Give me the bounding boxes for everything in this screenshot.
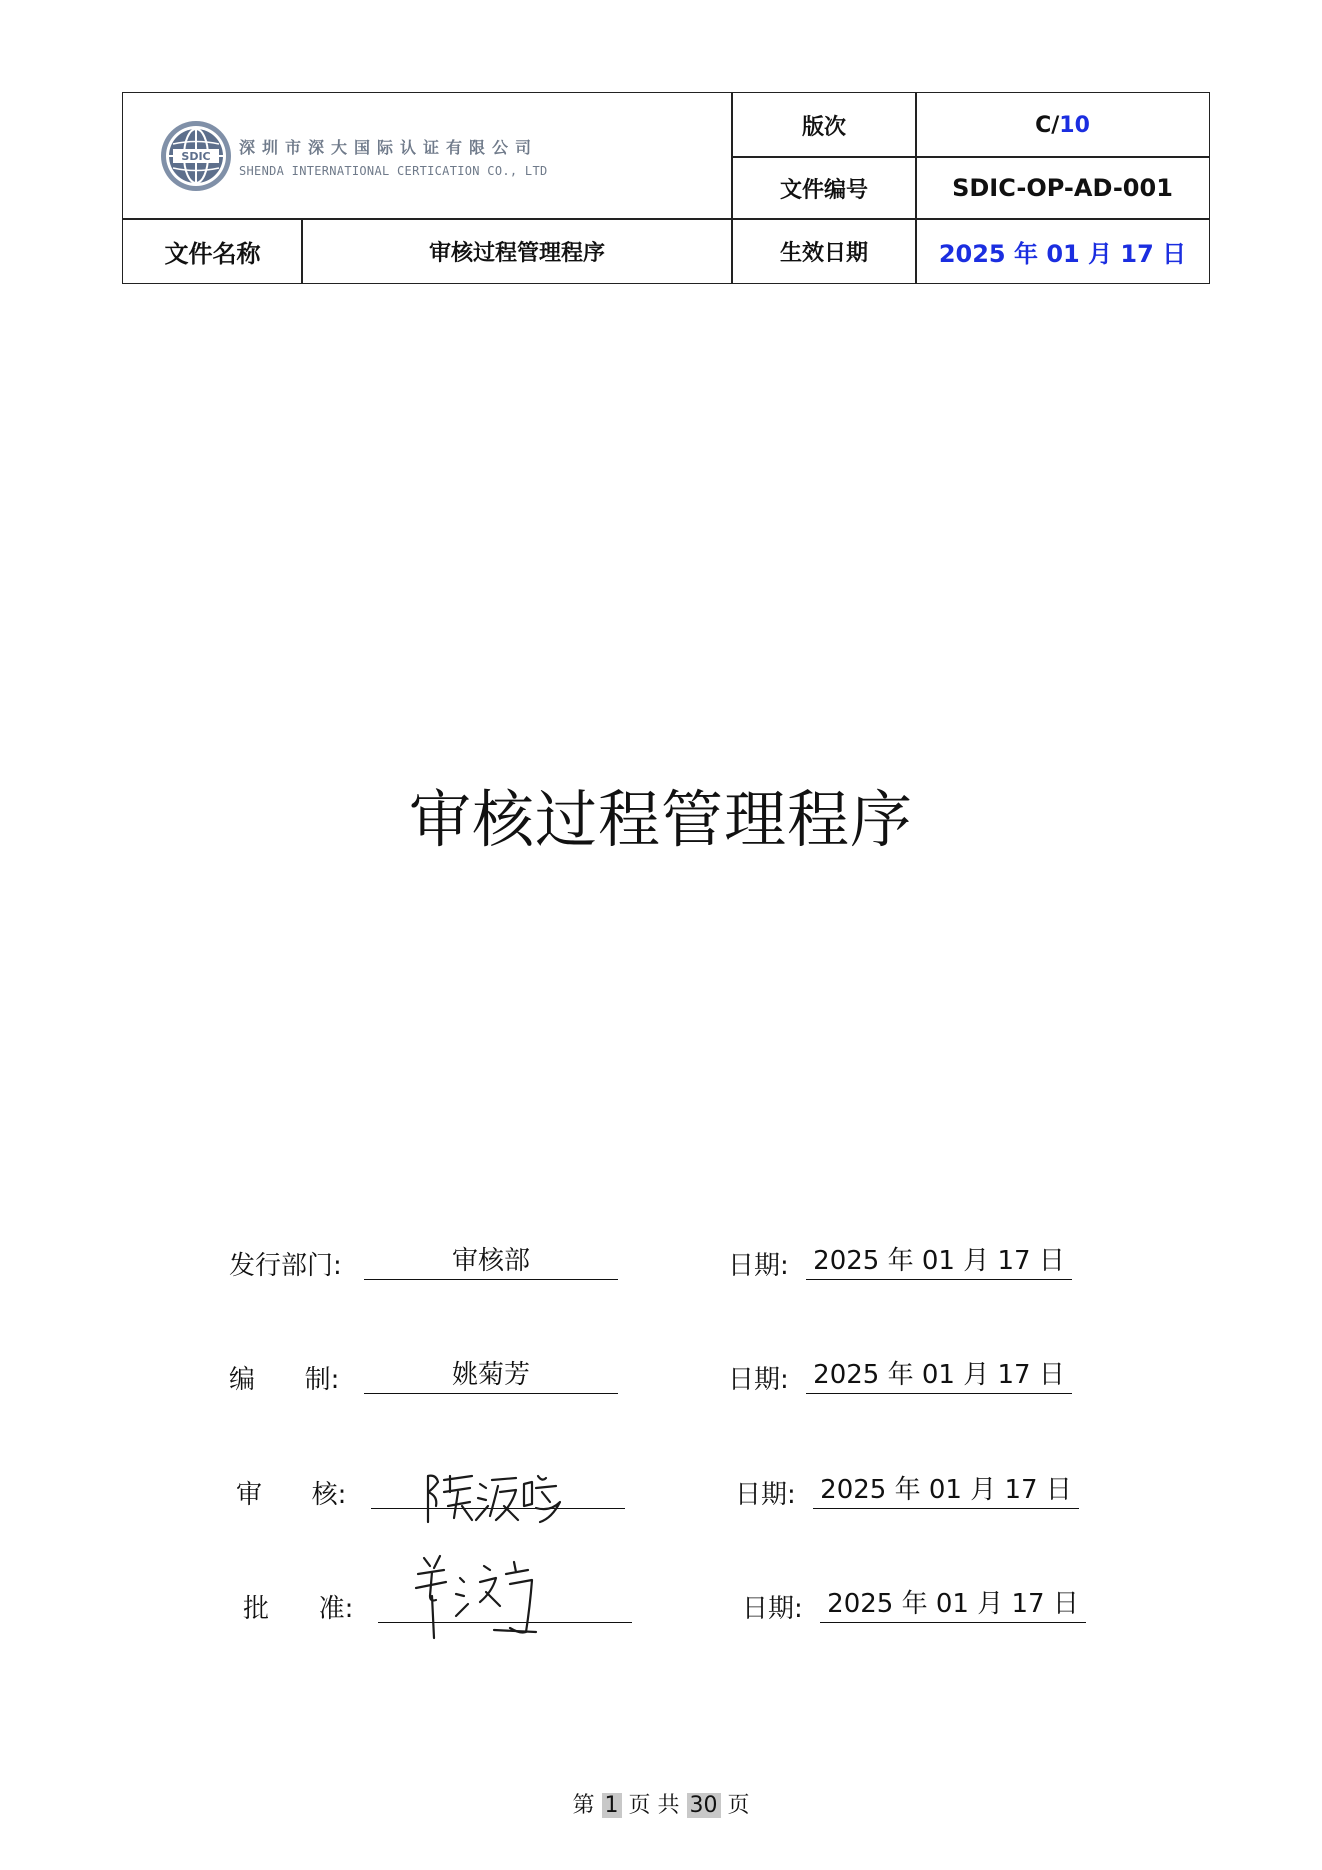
footer-middle: 页 共 — [628, 1793, 680, 1818]
footer-suffix: 页 — [727, 1793, 750, 1818]
version-value — [915, 92, 1210, 158]
company-logo — [123, 119, 548, 193]
company-name-cn: 深圳市深大国际认证有限公司 — [239, 137, 539, 157]
page-footer — [0, 1788, 1322, 1819]
logo-cell — [122, 92, 733, 220]
author-field: 姚菊芳 — [364, 1354, 618, 1394]
company-name-en: SHENDA INTERNATIONAL CERTICATION CO., LTD — [239, 163, 548, 178]
approver-date: 2025 年 01 月 17 日 — [820, 1583, 1086, 1623]
issuer-field: 审核部 — [364, 1240, 618, 1280]
page-number: 1 — [602, 1793, 622, 1818]
version-number: 10 — [1059, 112, 1090, 138]
version-label: 版次 — [731, 92, 917, 158]
doc-number-label: 文件编号 — [731, 156, 917, 220]
doc-number-value: SDIC-OP-AD-001 — [915, 156, 1210, 220]
reviewer-signature-icon — [420, 1462, 580, 1530]
approver-label: 批 准: — [243, 1594, 354, 1624]
author-date: 2025 年 01 月 17 日 — [806, 1354, 1072, 1394]
globe-logo-icon — [159, 119, 233, 193]
reviewer-label: 审 核: — [236, 1480, 347, 1510]
reviewer-date: 2025 年 01 月 17 日 — [813, 1469, 1079, 1509]
approver-signature-icon — [410, 1552, 540, 1644]
doc-name-value: 审核过程管理程序 — [301, 218, 733, 284]
effective-date-value: 2025 年 01 月 17 日 — [915, 218, 1210, 284]
document-title: 审核过程管理程序 — [408, 783, 913, 856]
total-pages: 30 — [687, 1793, 721, 1818]
version-prefix: C/ — [1035, 112, 1060, 138]
doc-name-label: 文件名称 — [122, 218, 303, 284]
issuer-date-label: 日期: — [728, 1251, 789, 1281]
approver-date-label: 日期: — [742, 1594, 803, 1624]
issuer-date: 2025 年 01 月 17 日 — [806, 1240, 1072, 1280]
author-date-label: 日期: — [728, 1365, 789, 1395]
effective-date-label: 生效日期 — [731, 218, 917, 284]
footer-prefix: 第 — [572, 1793, 595, 1818]
author-label: 编 制: — [229, 1365, 340, 1395]
issuer-label: 发行部门: — [229, 1251, 342, 1281]
reviewer-date-label: 日期: — [735, 1480, 796, 1510]
header-table — [122, 92, 1210, 284]
logo-text: SDIC — [181, 150, 211, 163]
